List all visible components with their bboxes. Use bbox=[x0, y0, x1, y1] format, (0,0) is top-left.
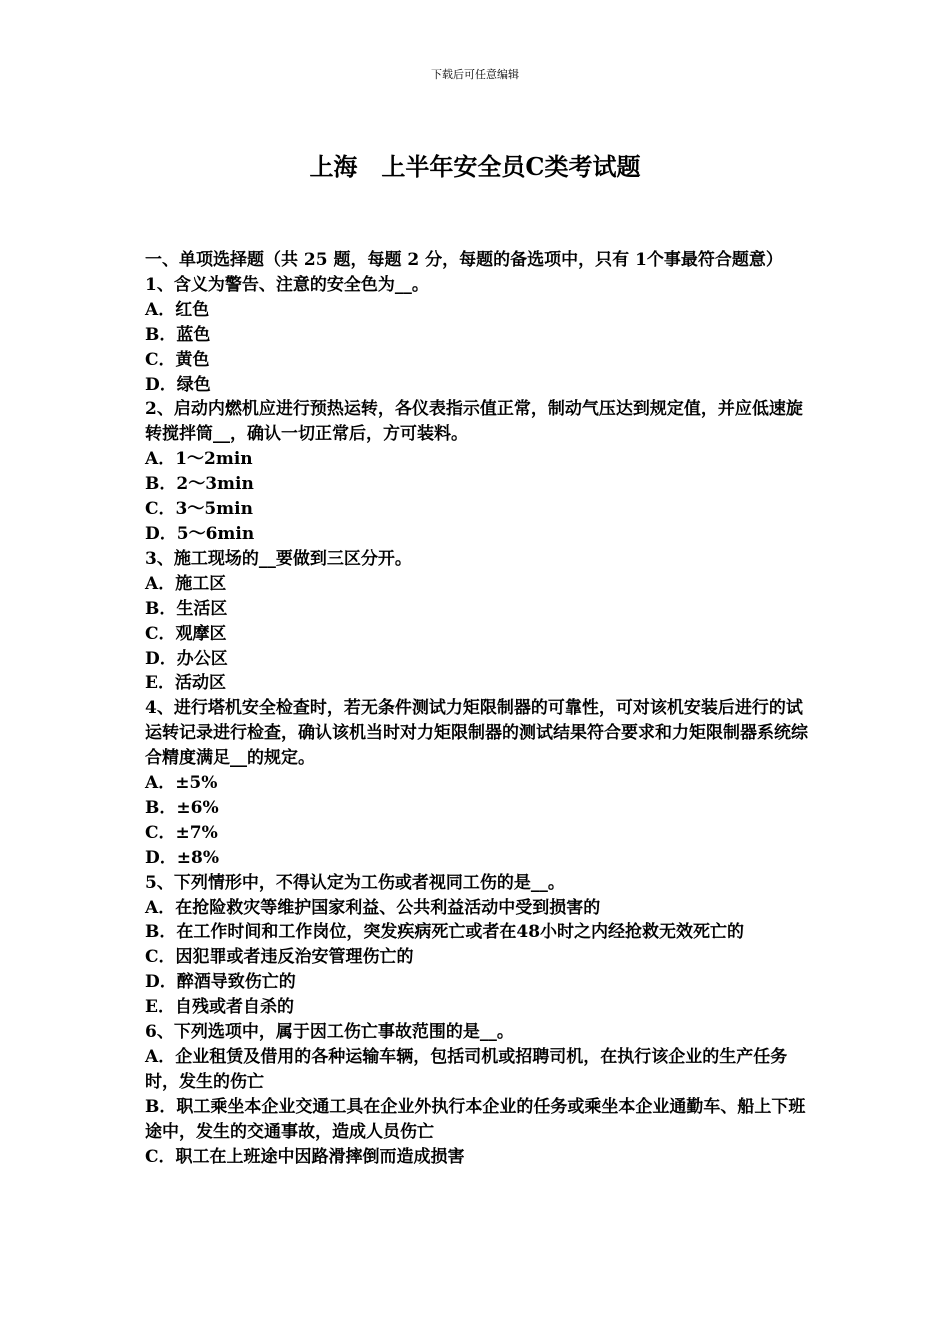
option-a: A．在抢险救灾等维护国家利益、公共利益活动中受到损害的 bbox=[145, 897, 601, 918]
option-c: C．黄色 bbox=[145, 349, 210, 370]
option-c: C．职工在上班途中因路滑摔倒而造成损害 bbox=[145, 1146, 465, 1167]
section-heading: 一、单项选择题（共 25 题，每题 2 分，每题的备选项中，只有 1个事最符合题意） bbox=[145, 250, 783, 270]
option-d: D．绿色 bbox=[145, 374, 211, 395]
option-e: E．自残或者自杀的 bbox=[145, 997, 294, 1018]
document-title: 上海 上半年安全员C类考试题 bbox=[309, 152, 641, 181]
question-stem: 5、下列情形中，不得认定为工伤或者视同工伤的是__。 bbox=[145, 872, 565, 893]
option-a: A．红色 bbox=[145, 299, 210, 320]
question-2 bbox=[145, 397, 811, 546]
option-d: D．±8% bbox=[145, 847, 219, 868]
question-stem: 2、启动内燃机应进行预热运转，各仪表指示值正常，制动气压达到规定值，并应低速旋转搅拌筒__，确认一切正常后，方可装料。 bbox=[145, 399, 803, 445]
option-b: B．蓝色 bbox=[145, 324, 211, 345]
question-3 bbox=[145, 547, 811, 696]
option-a: A．企业租赁及借用的各种运输车辆，包括司机或招聘司机，在执行该企业的生产任务时，发生的伤亡 bbox=[145, 1047, 788, 1092]
option-b: B．生活区 bbox=[145, 598, 228, 619]
option-d: D．办公区 bbox=[145, 648, 228, 669]
option-c: C．±7% bbox=[145, 822, 218, 843]
question-stem: 3、施工现场的__要做到三区分开。 bbox=[145, 548, 412, 569]
question-4 bbox=[145, 696, 811, 870]
question-stem: 4、进行塔机安全检查时，若无条件测试力矩限制器的可靠性，可对该机安装后进行的试运转记录进行检查，确认该机当时对力矩限制器的测试结果符合要求和力矩限制器系统综合精度满足__的规定。 bbox=[145, 698, 808, 769]
option-b: B．在工作时间和工作岗位，突发疾病死亡或者在48小时之内经抢救无效死亡的 bbox=[145, 922, 745, 943]
header-note: 下载后可任意编辑 bbox=[431, 68, 519, 81]
option-c: C．观摩区 bbox=[145, 623, 227, 644]
option-b: B．2～3min bbox=[145, 474, 254, 495]
option-a: A．施工区 bbox=[145, 573, 227, 594]
option-d: D．5～6min bbox=[145, 523, 255, 544]
document-body bbox=[145, 248, 811, 1170]
option-b: B．职工乘坐本企业交通工具在企业外执行本企业的任务或乘坐本企业通勤车、船上下班途中，发生的交通事故，造成人员伤亡 bbox=[145, 1096, 806, 1142]
option-b: B．±6% bbox=[145, 797, 219, 818]
question-stem: 1、含义为警告、注意的安全色为__。 bbox=[145, 274, 429, 295]
option-a: A．±5% bbox=[145, 773, 218, 794]
option-a: A．1～2min bbox=[145, 449, 253, 470]
option-c: C．因犯罪或者违反治安管理伤亡的 bbox=[145, 947, 414, 968]
question-6 bbox=[145, 1020, 811, 1169]
option-e: E．活动区 bbox=[145, 673, 226, 694]
question-stem: 6、下列选项中，属于因工伤亡事故范围的是__。 bbox=[145, 1022, 514, 1043]
question-1 bbox=[145, 273, 811, 398]
option-d: D．醉酒导致伤亡的 bbox=[145, 972, 296, 993]
question-5 bbox=[145, 871, 811, 1020]
option-c: C．3～5min bbox=[145, 499, 253, 520]
